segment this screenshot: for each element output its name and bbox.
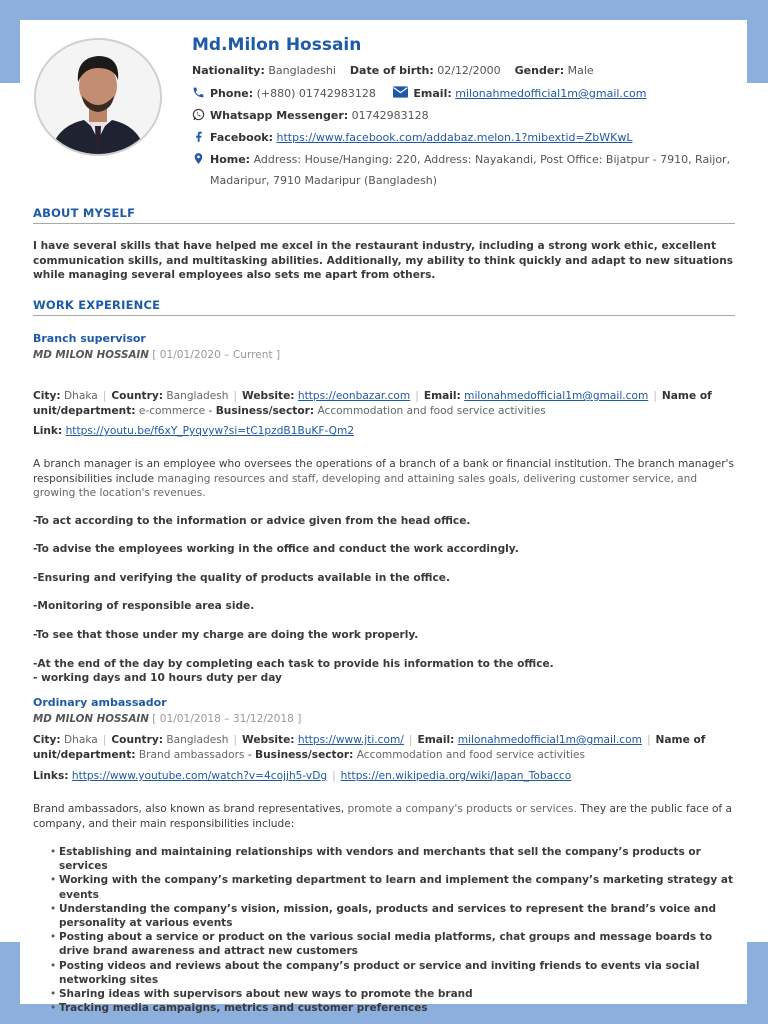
- job1-email-link[interactable]: milonahmedofficial1m@gmail.com: [464, 390, 649, 402]
- job1-sector: Accommodation and food service activities: [317, 404, 546, 417]
- job2-unit-label: Name of unit/department:: [33, 734, 706, 761]
- job1-duty: -At the end of the day by completing each task to provide his information to the office.: [33, 658, 554, 670]
- profile-photo: [34, 38, 162, 156]
- job1-duty: -To see that those under my charge are doing the work properly.: [33, 629, 419, 641]
- email-link[interactable]: milonahmedofficial1m@gmail.com: [455, 87, 647, 100]
- job1-unit: e-commerce: [138, 404, 206, 417]
- job2-sector-label: Business/sector:: [255, 748, 354, 761]
- job2-employer: MD MILON HOSSAIN: [33, 712, 149, 725]
- job2-desc-b: promote a company's products or services.: [347, 803, 577, 815]
- job1-desc-b: managing resources and staff, developing and attaining sales goals, delivering customer service, and growing the location's revenues.: [33, 472, 698, 499]
- job2-desc-a: Brand ambassadors, also known as brand representatives,: [33, 803, 345, 815]
- nationality-label: Nationality:: [192, 64, 265, 77]
- job2-desc-c: They are the public face of a company, and their main responsibilities include:: [33, 803, 733, 830]
- job1-country: Bangladesh: [166, 390, 229, 402]
- work-section-header: [33, 298, 735, 316]
- gender-label: Gender:: [514, 64, 565, 77]
- whatsapp-value: 01742983128: [351, 109, 429, 122]
- job2-country-label: Country:: [111, 734, 163, 746]
- job1-email-label: Email:: [423, 390, 461, 402]
- cv-page: [20, 20, 747, 1015]
- job2-responsibilities: [33, 845, 735, 1015]
- personal-info-line: [192, 64, 594, 78]
- job2-description: [33, 802, 735, 831]
- nationality-value: Bangladeshi: [268, 64, 336, 77]
- gender-value: Male: [567, 64, 594, 77]
- dob-label: Date of birth:: [349, 64, 434, 77]
- home-address-line2: Madaripur, 7910 Madaripur (Bangladesh): [210, 174, 438, 187]
- list-item: • Understanding the company’s vision, mission, goals, products and services to represent the brand’s voice and personality at various events: [59, 902, 735, 930]
- list-item: • Tracking media campaigns, metrics and customer preferences: [59, 1001, 735, 1015]
- home-icon: [192, 152, 205, 165]
- job1-duty: -Ensuring and verifying the quality of products available in the office.: [33, 572, 450, 584]
- job1-city: Dhaka: [64, 390, 98, 402]
- job1-link[interactable]: https://youtu.be/f6xY_Pyqvyw?si=tC1pzdB1BuKF-Qm2: [65, 425, 355, 437]
- phone-icon: [192, 86, 205, 99]
- about-text: I have several skills that have helped me excel in the restaurant industry, including a strong work ethic, excellent communication skills, and multitasking abilities. Additionally, my ability to think quickly and adapt to new situations while managing several employees also sets me apart from others.: [33, 240, 734, 281]
- job2-dates: [ 01/01/2018 – 31/12/2018 ]: [152, 712, 302, 725]
- job1-website-label: Website:: [242, 390, 295, 402]
- home-label: Home:: [210, 153, 251, 166]
- job2-title-block: [33, 696, 735, 726]
- job1-duty: -To advise the employees working in the office and conduct the work accordingly.: [33, 543, 519, 555]
- list-item: • Posting videos and reviews about the company’s product or service and inviting friends to events via social networking sites: [59, 959, 735, 987]
- job2-details: City: Dhaka | Country: Bangladesh | Website: https://www.jti.com/ | Email: milonahmedofficial1m@gmail.com | Name of unit/department: Brand ambassadors - Business/sector: Accommodation and food service activities: [33, 734, 706, 761]
- whatsapp-label: Whatsapp Messenger:: [210, 109, 349, 122]
- job2-title: Ordinary ambassador: [33, 696, 167, 709]
- job1-duty: -Monitoring of responsible area side.: [33, 600, 255, 612]
- about-section-header: [33, 206, 735, 224]
- job1-dates: [ 01/01/2020 – Current ]: [152, 348, 281, 361]
- job1-sector-label: Business/sector:: [215, 404, 315, 417]
- facebook-label: Facebook:: [210, 131, 273, 144]
- job1-title-block: [33, 332, 735, 362]
- phone-label: Phone:: [210, 87, 254, 100]
- job2-links-label: Links:: [33, 770, 69, 782]
- job2-country: Bangladesh: [166, 734, 229, 746]
- job1-website-link[interactable]: https://eonbazar.com: [297, 390, 411, 402]
- job2-links-line: Links: https://www.youtube.com/watch?v=4cojjh5-vDg | https://en.wikipedia.org/wiki/Japan_Tobacco: [33, 770, 572, 782]
- job1-link-line: [33, 424, 735, 439]
- whatsapp-line: [192, 108, 429, 123]
- job2-link-wikipedia[interactable]: https://en.wikipedia.org/wiki/Japan_Tobacco: [340, 770, 572, 782]
- job1-description: [33, 457, 735, 501]
- home-line-2: [210, 174, 437, 188]
- list-item: • Establishing and maintaining relationships with vendors and merchants that sell the company’s products or services: [59, 845, 735, 873]
- job1-link-label: Link:: [33, 425, 63, 437]
- list-item: • Sharing ideas with supervisors about new ways to promote the brand: [59, 987, 735, 1001]
- job1-duty: - working days and 10 hours duty per day: [33, 672, 282, 684]
- job2-website-label: Website:: [242, 734, 295, 746]
- job1-unit-label: Name of unit/department:: [33, 390, 712, 417]
- job2-email-label: Email:: [417, 734, 455, 746]
- job2-unit: Brand ambassadors: [138, 748, 245, 761]
- job2-sector: Accommodation and food service activities: [356, 748, 586, 761]
- job1-details: City: Dhaka | Country: Bangladesh | Website: https://eonbazar.com | Email: milonahmedofficial1m@gmail.com | Name of unit/department: e-commerce - Business/sector: Accommodation and food service activities: [33, 390, 712, 417]
- job1-desc-a: A branch manager is an employee who oversees the operations of a branch of a bank or financial institution. The branch manager's responsibilities include: [33, 458, 734, 485]
- job1-city-label: City:: [33, 390, 61, 402]
- facebook-icon: [192, 130, 205, 143]
- candidate-name: Md.Milon Hossain: [192, 35, 362, 55]
- job1-duty: -To act according to the information or advice given from the head office.: [33, 515, 471, 527]
- work-heading: WORK EXPERIENCE: [33, 298, 161, 312]
- email-label: Email:: [413, 87, 452, 100]
- contact-line: [192, 86, 646, 101]
- phone-value: (+880) 01742983128: [256, 87, 376, 100]
- dob-value: 02/12/2000: [437, 64, 501, 77]
- about-heading: ABOUT MYSELF: [33, 206, 136, 220]
- job2-website-link[interactable]: https://www.jti.com/: [297, 734, 404, 746]
- whatsapp-icon: [192, 108, 205, 121]
- job1-employer: MD MILON HOSSAIN: [33, 348, 149, 361]
- list-item: • Working with the company’s marketing department to learn and implement the company’s marketing strategy at events: [59, 873, 735, 901]
- job2-email-link[interactable]: milonahmedofficial1m@gmail.com: [457, 734, 642, 746]
- home-address-line1: Address: House/Hanging: 220, Address: Nayakandi, Post Office: Bijatpur - 7910, Raijor,: [253, 153, 731, 166]
- facebook-link[interactable]: https://www.facebook.com/addabaz.melon.1?mibextid=ZbWKwL: [276, 131, 633, 144]
- facebook-line: [192, 130, 632, 145]
- job1-country-label: Country:: [111, 390, 163, 402]
- job2-city: Dhaka: [64, 734, 98, 746]
- job1-title: Branch supervisor: [33, 332, 146, 345]
- job2-link-youtube[interactable]: https://www.youtube.com/watch?v=4cojjh5-vDg: [71, 770, 328, 782]
- list-item: • Posting about a service or product on the various social media platforms, chat groups and message boards to drive brand awareness and attract new customers: [59, 930, 735, 958]
- home-line: [192, 152, 730, 167]
- job2-city-label: City:: [33, 734, 61, 746]
- email-icon: [393, 86, 408, 99]
